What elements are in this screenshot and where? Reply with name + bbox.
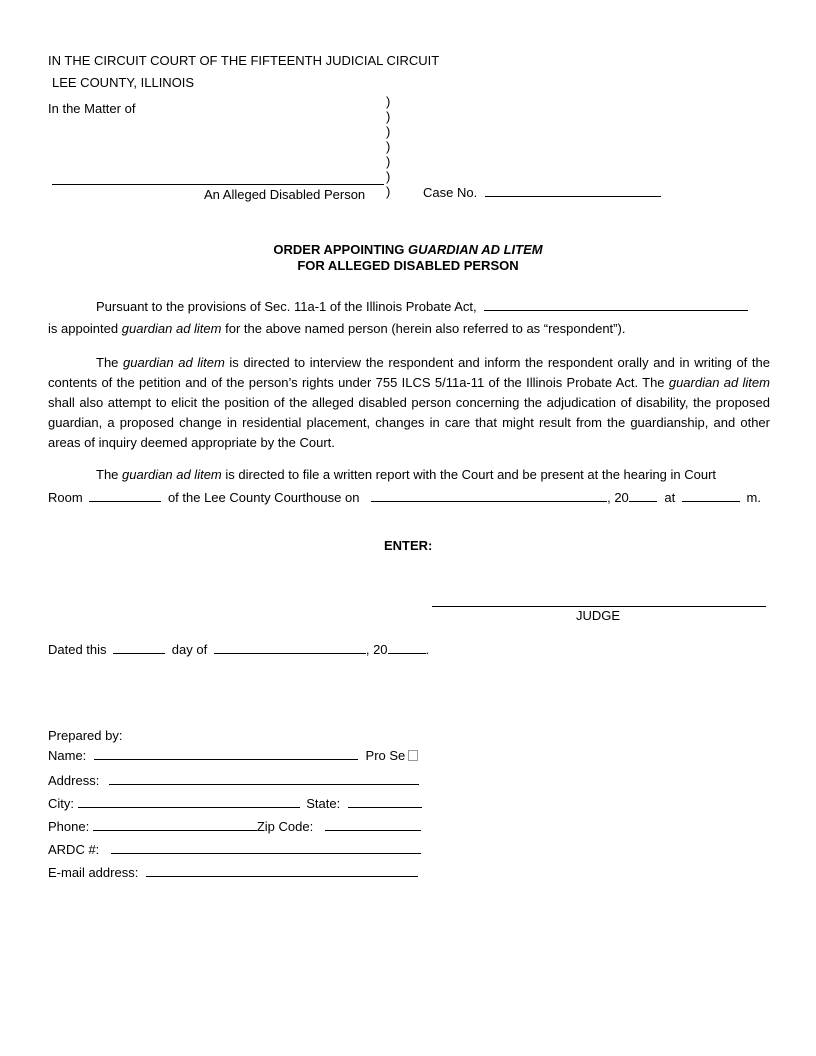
courthouse-label: of the Lee County Courthouse on (167, 490, 360, 505)
prepared-by-label: Prepared by: (48, 728, 123, 743)
order-title-line2: FOR ALLEGED DISABLED PERSON (297, 258, 519, 273)
dated-row (48, 641, 429, 657)
meridiem-label: m. (746, 490, 761, 505)
para1-italic: guardian ad litem (121, 321, 222, 336)
city-state-row (48, 795, 422, 811)
caption-brackets: ) ) ) ) ) ) ) (386, 94, 391, 199)
matter-of-label: In the Matter of (48, 101, 136, 116)
phone-line[interactable] (93, 818, 257, 831)
para3-text-b: is directed to file a written report with the Court and be present at the hearing in Court (225, 467, 717, 482)
enter-label: ENTER: (384, 538, 433, 553)
phone-label: Phone: (48, 819, 90, 834)
pro-se-checkbox[interactable] (408, 750, 418, 761)
city-line[interactable] (78, 795, 300, 808)
name-label: Name: (48, 748, 87, 763)
address-label: Address: (48, 773, 100, 788)
state-line[interactable] (348, 795, 422, 808)
dated-this-label: Dated this (48, 642, 107, 657)
para1-line1 (96, 298, 748, 314)
ardc-label: ARDC #: (48, 842, 100, 857)
zip-line[interactable] (325, 818, 421, 831)
dated-month-line[interactable] (214, 641, 366, 654)
dated-year-label: , 20 (365, 642, 388, 657)
room-label: Room (48, 490, 83, 505)
case-number-field (423, 184, 661, 200)
order-title-italic: GUARDIAN AD LITEM (408, 242, 543, 257)
order-title-line1 (0, 242, 816, 258)
para1-text-c: for the above named person (herein also referred to as “respondent”). (225, 321, 626, 336)
address-line[interactable] (109, 772, 419, 785)
email-row (48, 864, 418, 880)
para3-line2 (48, 489, 761, 505)
dated-day-line[interactable] (113, 641, 165, 654)
para2-italic-1: guardian ad litem (123, 355, 225, 370)
hearing-date-line[interactable] (371, 489, 607, 502)
para3-text-a: The (96, 467, 119, 482)
paragraph-2 (48, 353, 770, 453)
hearing-year-label: , 20 (607, 490, 629, 505)
hearing-year-line[interactable] (629, 489, 657, 502)
email-label: E-mail address: (48, 865, 139, 880)
ardc-line[interactable] (111, 841, 421, 854)
court-heading: IN THE CIRCUIT COURT OF THE FIFTEENTH JUDICIAL CIRCUIT (48, 53, 440, 68)
para2-text-a: The (96, 355, 119, 370)
at-label: at (664, 490, 676, 505)
ardc-row (48, 841, 421, 857)
city-label: City: (48, 796, 74, 811)
county-heading: LEE COUNTY, ILLINOIS (52, 75, 195, 90)
judge-label: JUDGE (576, 608, 621, 623)
para1-text-b: is appointed (48, 321, 119, 336)
order-title-prefix: ORDER APPOINTING (273, 242, 405, 257)
para3-line1 (96, 467, 716, 482)
state-label: State: (306, 796, 341, 811)
para3-italic: guardian ad litem (122, 467, 222, 482)
para2-text-c: shall also attempt to elicit the position of the alleged disabled person concerning the adjudication of disability, the proposed guardian, a proposed change in residential placement, changes in care that might result from the guardianship, and other areas of inquiry deemed appropriate by the Court. (48, 395, 770, 450)
para2-text-b: is directed to interview the respondent and inform the respondent orally and in writing of the contents of the petition and of the person’s rights under 755 ILCS 5/11a-11 of the Illinois Probate Act. The (48, 355, 770, 390)
zip-label: Zip Code: (256, 819, 314, 834)
dated-year-line[interactable] (388, 641, 426, 654)
hearing-time-line[interactable] (682, 489, 740, 502)
email-line[interactable] (146, 864, 418, 877)
case-number-label: Case No. (423, 185, 478, 200)
day-of-label: day of (171, 642, 208, 657)
case-number-line[interactable] (485, 184, 661, 197)
dated-period: . (425, 642, 430, 657)
para1-line2 (48, 321, 625, 336)
judge-signature-line[interactable] (432, 594, 766, 607)
para1-text-a: Pursuant to the provisions of Sec. 11a-1 of the Illinois Probate Act, (96, 299, 477, 314)
gal-name-line[interactable] (484, 298, 748, 311)
address-row (48, 772, 419, 788)
room-number-line[interactable] (89, 489, 161, 502)
alleged-disabled-person-label: An Alleged Disabled Person (204, 187, 366, 202)
phone-zip-row (48, 818, 421, 834)
name-line[interactable] (94, 747, 358, 760)
respondent-name-line[interactable] (52, 172, 384, 185)
para2-italic-2: guardian ad litem (668, 375, 770, 390)
pro-se-label: Pro Se (365, 748, 406, 763)
name-row (48, 747, 418, 763)
